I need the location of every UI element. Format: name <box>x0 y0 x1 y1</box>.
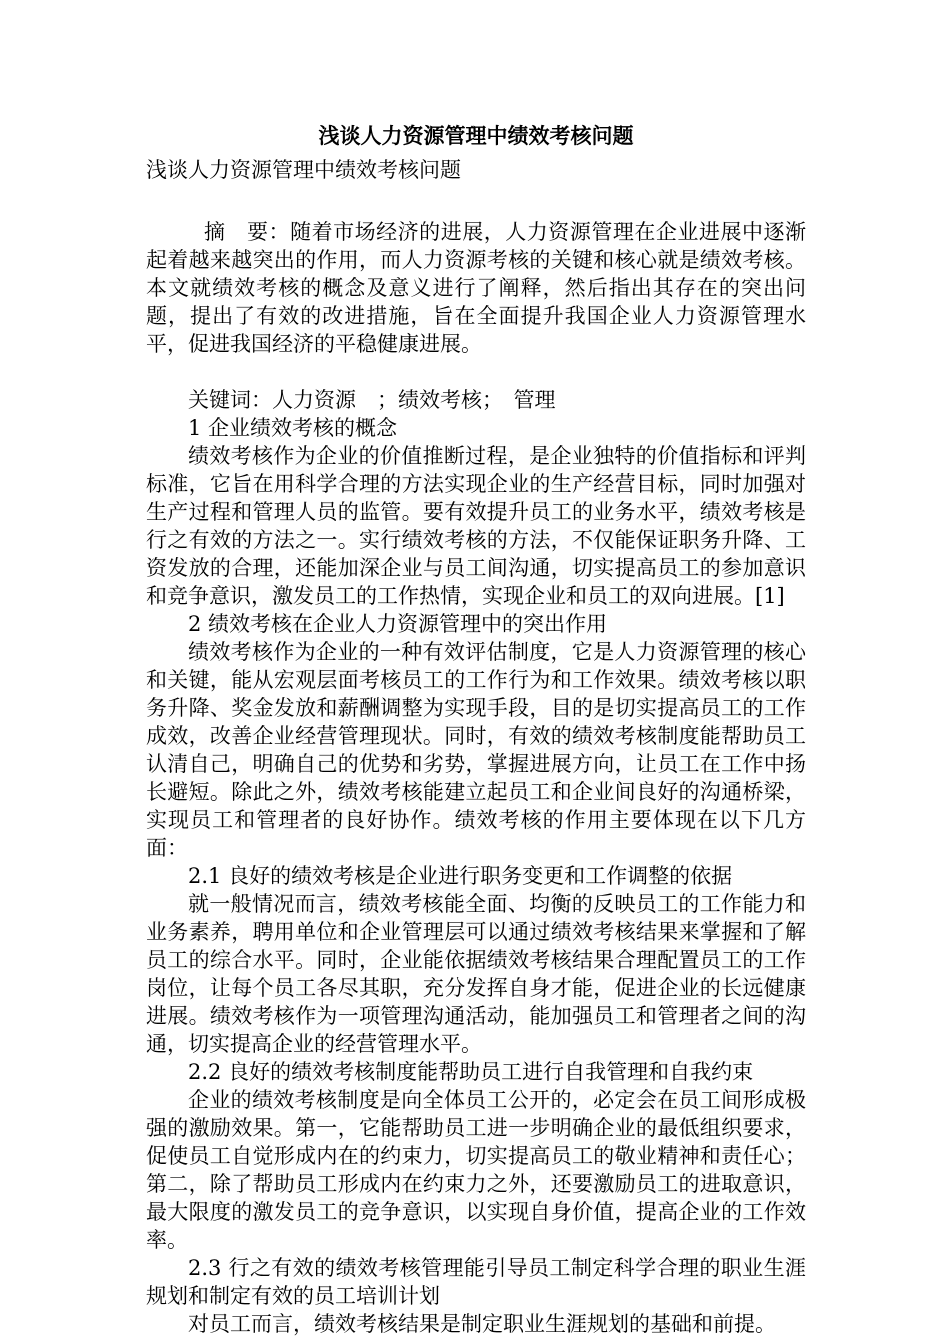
document-page <box>146 118 806 1338</box>
section-heading: 2.3 行之有效的绩效考核管理能引导员工制定科学合理的职业生涯规划和制定有效的员工培训计划 <box>146 1256 806 1308</box>
section-paragraph: 绩效考核作为企业的价值推断过程，是企业独特的价值指标和评判标准，它旨在用科学合理的方法实现企业的生产经营目标，同时加强对生产过程和管理人员的监管。要有效提升员工的业务水平，绩效考核是行之有效的方法之一。实行绩效考核的方法，不仅能保证职务升降、工资发放的合理，还能加深企业与员工间沟通，切实提高员工的参加意识和竞争意识，激发员工的工作热情，实现企业和员工的双向进展。[1] <box>146 444 806 608</box>
section-paragraph: 就一般情况而言，绩效考核能全面、均衡的反映员工的工作能力和业务素养，聘用单位和企业管理层可以通过绩效考核结果来掌握和了解员工的综合水平。同时，企业能依据绩效考核结果合理配置员工的工作岗位，让每个员工各尽其职，充分发挥自身才能，促进企业的长远健康进展。绩效考核作为一项管理沟通活动，能加强员工和管理者之间的沟通，切实提高企业的经营管理水平。 <box>146 892 806 1056</box>
section-paragraph: 绩效考核作为企业的一种有效评估制度，它是人力资源管理的核心和关键，能从宏观层面考核员工的工作行为和工作效果。绩效考核以职务升降、奖金发放和薪酬调整为实现手段，目的是切实提高员工的工作成效，改善企业经营管理现状。同时，有效的绩效考核制度能帮助员工认清自己，明确自己的优势和劣势，掌握进展方向，让员工在工作中扬长避短。除此之外，绩效考核能建立起员工和企业间良好的沟通桥梁，实现员工和管理者的良好协作。绩效考核的作用主要体现在以下几方面： <box>146 640 806 860</box>
document-subtitle: 浅谈人力资源管理中绩效考核问题 <box>146 158 461 182</box>
document-title: 浅谈人力资源管理中绩效考核问题 <box>318 123 634 148</box>
section-heading: 2.1 良好的绩效考核是企业进行职务变更和工作调整的依据 <box>188 864 733 888</box>
section-paragraph: 对员工而言，绩效考核结果是制定职业生涯规划的基础和前提。 <box>188 1312 776 1336</box>
blank-line <box>146 186 806 218</box>
abstract-paragraph: 摘 要：随着市场经济的进展，人力资源管理在企业进展中逐渐起着越来越突出的作用，而人力资源考核的关键和核心就是绩效考核。本文就绩效考核的概念及意义进行了阐释，然后指出其存在的突出问题，提出了有效的改进措施，旨在全面提升我国企业人力资源管理水平，促进我国经济的平稳健康进展。 <box>146 220 806 356</box>
section-heading: 2.2 良好的绩效考核制度能帮助员工进行自我管理和自我约束 <box>188 1060 754 1084</box>
section-heading: 2 绩效考核在企业人力资源管理中的突出作用 <box>188 612 608 636</box>
section-paragraph: 企业的绩效考核制度是向全体员工公开的，必定会在员工间形成极强的激励效果。第一，它能帮助员工进一步明确企业的最低组织要求，促使员工自觉形成内在的约束力，切实提高员工的敬业精神和责任心；第二，除了帮助员工形成内在约束力之外，还要激励员工的进取意识，最大限度的激发员工的竞争意识，以实现自身价值，提高企业的工作效率。 <box>146 1088 806 1252</box>
section-heading: 1 企业绩效考核的概念 <box>188 416 398 440</box>
keywords-line: 关键词：人力资源 ；绩效考核； 管理 <box>188 388 556 412</box>
blank-line <box>146 358 806 386</box>
